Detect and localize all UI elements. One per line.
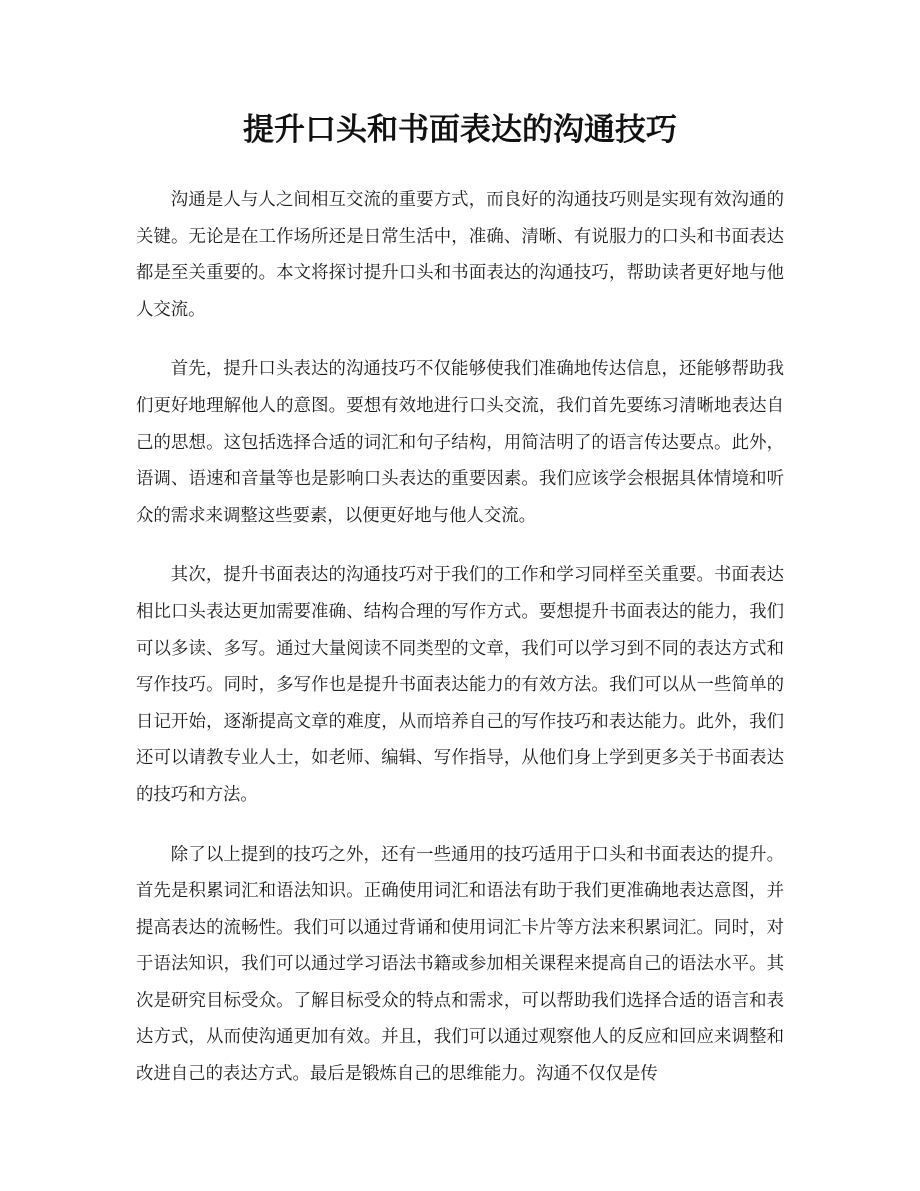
document-title: 提升口头和书面表达的沟通技巧 <box>243 112 677 148</box>
paragraph-1: 沟通是人与人之间相互交流的重要方式，而良好的沟通技巧则是实现有效沟通的关键。无论是在工作场所还是日常生活中，准确、清晰、有说服力的口头和书面表达都是至关重要的。本文将探讨提升口头和书面表达的沟通技巧，帮助读者更好地与他人交流。 <box>136 190 784 320</box>
document-body <box>136 182 784 1116</box>
paragraph-2: 首先，提升口头表达的沟通技巧不仅能够使我们准确地传达信息，还能够帮助我们更好地理解他人的意图。要想有效地进行口头交流，我们首先要练习清晰地表达自己的思想。这包括选择合适的词汇和句子结构，用简洁明了的语言传达要点。此外，语调、语速和音量等也是影响口头表达的重要因素。我们应该学会根据具体情境和听众的需求来调整这些要素，以便更好地与他人交流。 <box>136 359 784 526</box>
paragraph-3: 其次，提升书面表达的沟通技巧对于我们的工作和学习同样至关重要。书面表达相比口头表达更加需要准确、结构合理的写作方式。要想提升书面表达的能力，我们可以多读、多写。通过大量阅读不同类型的文章，我们可以学习到不同的表达方式和写作技巧。同时，多写作也是提升书面表达能力的有效方法。我们可以从一些简单的日记开始，逐渐提高文章的难度，从而培养自己的写作技巧和表达能力。此外，我们还可以请教专业人士，如老师、编辑、写作指导，从他们身上学到更多关于书面表达的技巧和方法。 <box>136 565 784 805</box>
paragraph-4: 除了以上提到的技巧之外，还有一些通用的技巧适用于口头和书面表达的提升。首先是积累词汇和语法知识。正确使用词汇和语法有助于我们更准确地表达意图，并提高表达的流畅性。我们可以通过背诵和使用词汇卡片等方法来积累词汇。同时，对于语法知识，我们可以通过学习语法书籍或参加相关课程来提高自己的语法水平。其次是研究目标受众。了解目标受众的特点和需求，可以帮助我们选择合适的语言和表达方式，从而使沟通更加有效。并且，我们可以通过观察他人的反应和回应来调整和改进自己的表达方式。最后是锻炼自己的思维能力。沟通不仅仅是传 <box>136 844 784 1085</box>
